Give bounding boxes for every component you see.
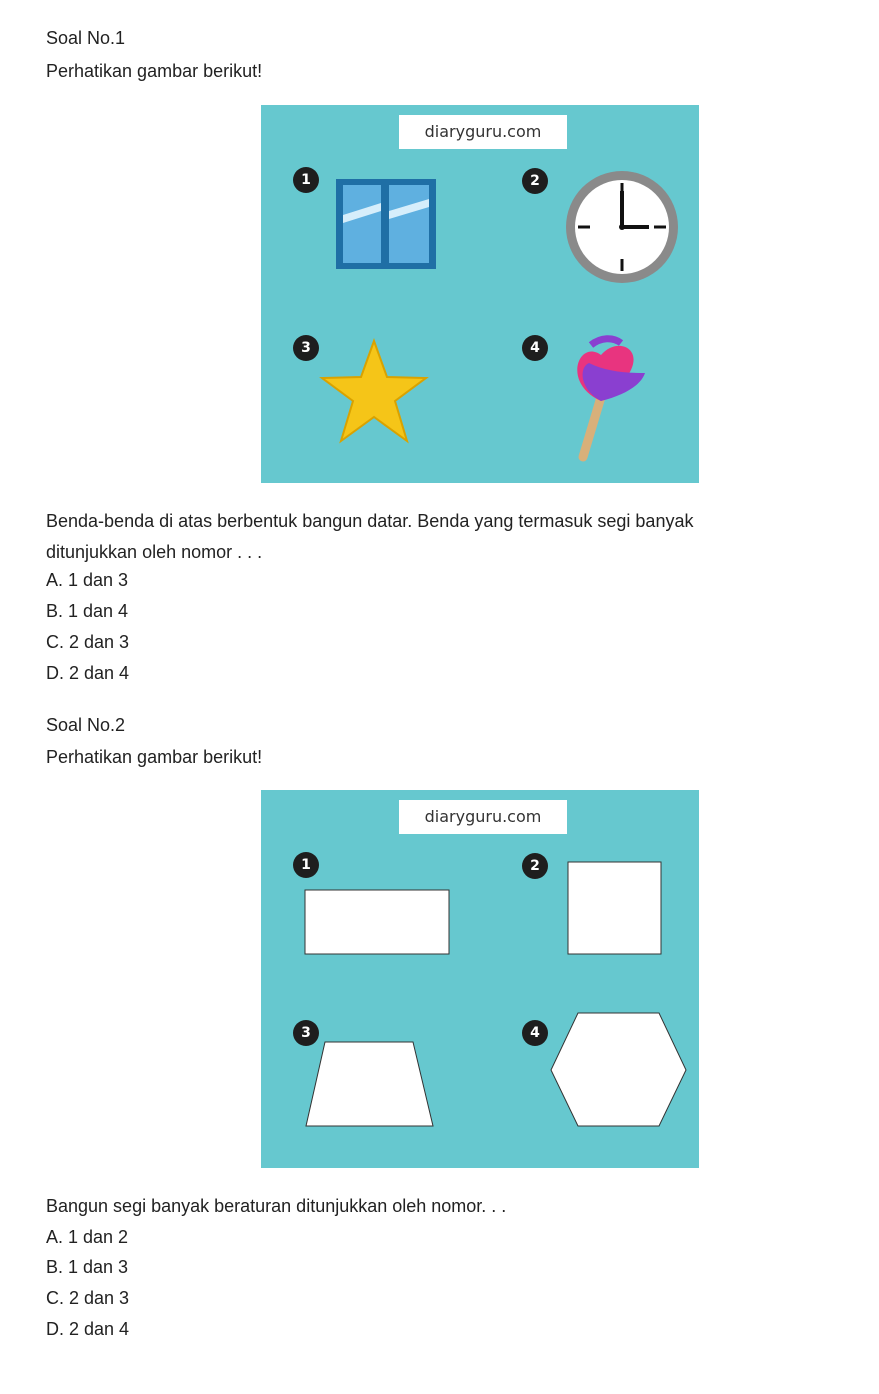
q2-instruction: Perhatikan gambar berikut! bbox=[46, 747, 263, 767]
q2-question: Bangun segi banyak beraturan ditunjukkan oleh nomor. . . bbox=[46, 1196, 507, 1216]
star-icon bbox=[322, 341, 426, 441]
number-badge-1: 1 bbox=[293, 167, 319, 193]
q2-label: Soal No.2 bbox=[46, 715, 126, 735]
watermark: diaryguru.com bbox=[399, 800, 567, 834]
square-shape bbox=[568, 862, 661, 954]
q2-option-d: D. 2 dan 4 bbox=[46, 1319, 130, 1339]
number-badge-3: 3 bbox=[293, 335, 319, 361]
q2-figure bbox=[261, 790, 699, 1168]
rectangle-shape bbox=[305, 890, 449, 954]
trapezoid-shape bbox=[306, 1042, 433, 1126]
number-badge-4: 4 bbox=[522, 1020, 548, 1046]
number-badge-2: 2 bbox=[522, 853, 548, 879]
number-badge-2: 2 bbox=[522, 168, 548, 194]
q1-label: Soal No.1 bbox=[46, 28, 126, 48]
q2-option-c: C. 2 dan 3 bbox=[46, 1288, 130, 1308]
q2-option-a: A. 1 dan 2 bbox=[46, 1227, 129, 1247]
hexagon-shape bbox=[551, 1013, 686, 1126]
q1-option-a: A. 1 dan 3 bbox=[46, 570, 129, 590]
watermark: diaryguru.com bbox=[399, 115, 567, 149]
q1-figure bbox=[261, 105, 699, 483]
heart-popsicle-icon bbox=[577, 339, 645, 457]
number-badge-4: 4 bbox=[522, 335, 548, 361]
q1-option-c: C. 2 dan 3 bbox=[46, 632, 130, 652]
q2-option-b: B. 1 dan 3 bbox=[46, 1257, 129, 1277]
number-badge-1: 1 bbox=[293, 852, 319, 878]
q1-question-line1: Benda-benda di atas berbentuk bangun datar. Benda yang termasuk segi banyak bbox=[46, 511, 694, 531]
q1-option-d: D. 2 dan 4 bbox=[46, 663, 130, 683]
window-icon bbox=[336, 179, 436, 269]
q1-option-b: B. 1 dan 4 bbox=[46, 601, 129, 621]
clock-icon bbox=[566, 171, 678, 283]
q1-instruction: Perhatikan gambar berikut! bbox=[46, 61, 263, 81]
number-badge-3: 3 bbox=[293, 1020, 319, 1046]
q1-question-line2: ditunjukkan oleh nomor . . . bbox=[46, 542, 263, 562]
